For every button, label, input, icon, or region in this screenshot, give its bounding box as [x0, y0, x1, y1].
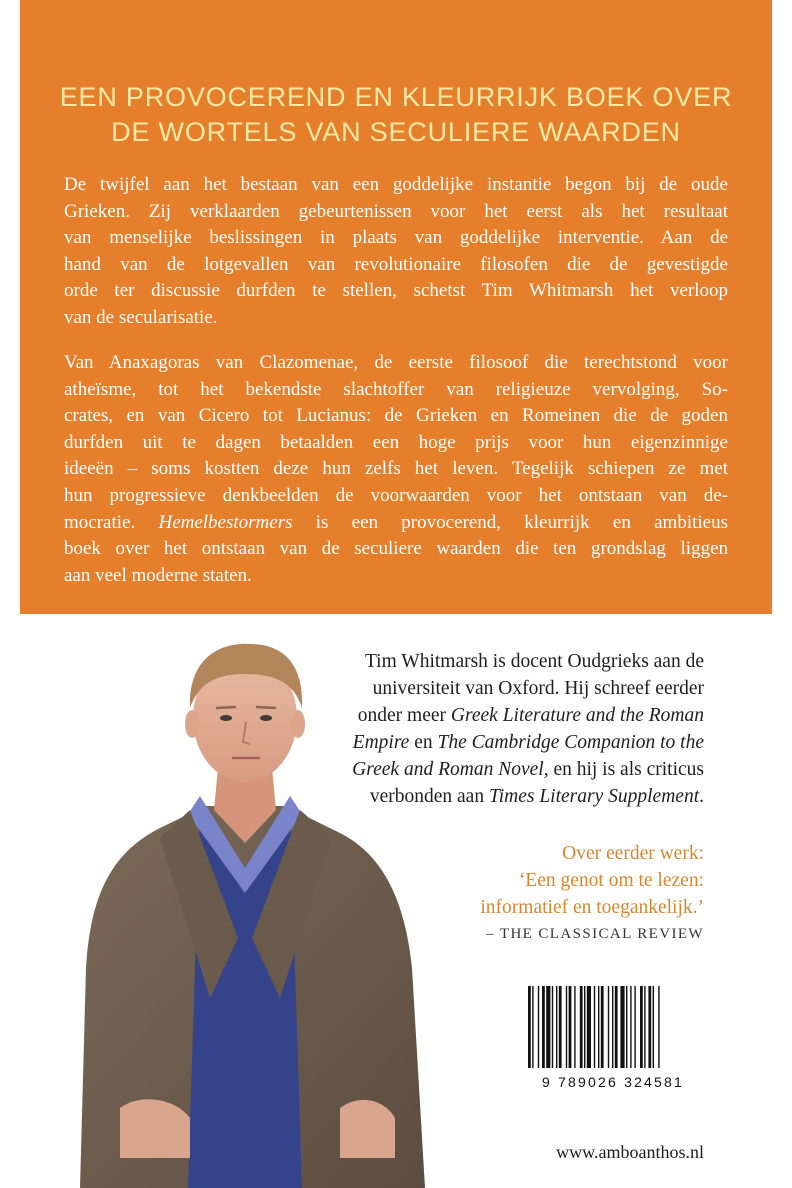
bio-line [352, 729, 704, 756]
barcode-bar [546, 986, 550, 1068]
review-quote [480, 840, 704, 948]
book-title: The Cambridge Companion to the [437, 732, 704, 753]
blurb-line [64, 510, 728, 537]
publisher-website[interactable]: www.amboanthos.nl [556, 1142, 704, 1162]
barcode-bar [574, 986, 575, 1068]
barcode-bar [653, 986, 654, 1068]
blurb-line: boek over het ontstaan van de seculiere waarden die ten grondslag liggen [64, 538, 728, 560]
blurb-paragraph-2 [64, 350, 728, 589]
blurb-line: aan veel moderne staten. [64, 564, 252, 586]
blurb-line: van menselijke beslissingen in plaats van goddelijke interventie. Aan de [64, 227, 728, 249]
blurb-line: hun progressieve denkbeelden de voorwaarden voor het ontstaan van de- [64, 484, 728, 506]
bio-line [352, 756, 704, 783]
barcode-bar [601, 986, 604, 1068]
barcode-bar [552, 986, 553, 1068]
headline-line-2: DE WORTELS VAN SECULIERE WAARDEN [111, 117, 681, 147]
barcode-bar [542, 986, 545, 1068]
headline-line-1: EEN PROVOCEREND EN KLEURRIJK BOEK OVER [59, 82, 733, 112]
barcode-bar [598, 986, 599, 1068]
author-bio [352, 648, 704, 810]
bio-line: Tim Whitmarsh is docent Oudgrieks aan de [364, 651, 704, 672]
blurb-line: durfden uit te dagen betaalden een hoge prijs voor hun eigenzinnige [64, 431, 728, 453]
blurb-line: crates, en van Cicero tot Lucianus: de Grieken en Romeinen die de goden [64, 405, 728, 427]
bio-text: , en hij is als criticus [543, 759, 704, 780]
barcode-bar [620, 986, 624, 1068]
quote-line: informatief en toegankelijk.’ [480, 897, 704, 918]
bio-line: universiteit van Oxford. Hij schreef eerder [372, 678, 704, 699]
bio-text: . [699, 786, 704, 807]
barcode-bar [594, 986, 595, 1068]
book-title: Empire [352, 732, 410, 753]
blurb-line: ideeën – soms kostten deze hun zelfs het leven. Tegelijk schiepen ze met [64, 458, 728, 480]
blurb-line: orde ter discussie durfden te stellen, schetst Tim Whitmarsh het verloop [64, 280, 728, 302]
blurb-line: De twijfel aan het bestaan van een goddelijke instantie begon bij de oude [64, 174, 728, 195]
barcode-bar [640, 986, 643, 1068]
barcode-bar [566, 986, 567, 1068]
barcode-bar [634, 986, 635, 1068]
bio-text: onder meer [357, 705, 451, 726]
bio-line [352, 702, 704, 729]
barcode-bar [658, 986, 659, 1068]
book-title: Greek and Roman Novel [352, 759, 544, 780]
barcode-bar [538, 986, 539, 1068]
book-title: Hemelbestormers [158, 511, 293, 533]
quote-line: ‘Een genot om te lezen: [518, 870, 704, 891]
bio-text: en [409, 732, 438, 753]
barcode-bar [532, 986, 533, 1068]
blurb-paragraph-1 [64, 172, 728, 332]
blurb-line: atheïsme, tot het bekendste slachtoffer van religieuze vervolging, So- [64, 378, 728, 400]
barcode-bar [612, 986, 613, 1068]
barcode-bar [559, 986, 562, 1068]
isbn-number: 9 789026 324581 [542, 1074, 684, 1090]
barcode-bar [569, 986, 572, 1068]
barcode-bars [524, 984, 702, 1070]
barcode-bar [644, 986, 645, 1068]
barcode-bar [528, 986, 531, 1068]
publication-title: Times Literary Supplement [488, 786, 700, 807]
barcode-bar [556, 986, 557, 1068]
barcode-bar [608, 986, 609, 1068]
blurb-line: Van Anaxagoras van Clazomenae, de eerste filosoof die terechtstond voor [64, 352, 728, 373]
blurb-line: hand van de lotgevallen van revolutionaire filosofen die de gevestigde [64, 253, 728, 275]
bio-text: verbonden aan [369, 786, 489, 807]
headline [20, 80, 772, 150]
barcode-bar [587, 986, 591, 1068]
blurb-text: is een provocerend, kleurrijk en ambitieus [292, 511, 728, 533]
bio-line [352, 783, 704, 810]
barcode-bar [648, 986, 651, 1068]
quote-source: – THE CLASSICAL REVIEW [486, 926, 704, 942]
barcode-bar [626, 986, 627, 1068]
quote-intro: Over eerder werk: [562, 843, 704, 864]
barcode-bar [580, 986, 583, 1068]
barcode-bar [584, 986, 585, 1068]
blurb-line: van de secularisatie. [64, 306, 218, 328]
book-title: Greek Literature and the Roman [450, 705, 704, 726]
blurb-line: Grieken. Zij verklaarden gebeurtenissen voor het eerst als het resultaat [64, 200, 728, 222]
barcode-bar [630, 986, 631, 1068]
blurb-text: mocratie. [64, 511, 159, 533]
barcode-bar [615, 986, 618, 1068]
